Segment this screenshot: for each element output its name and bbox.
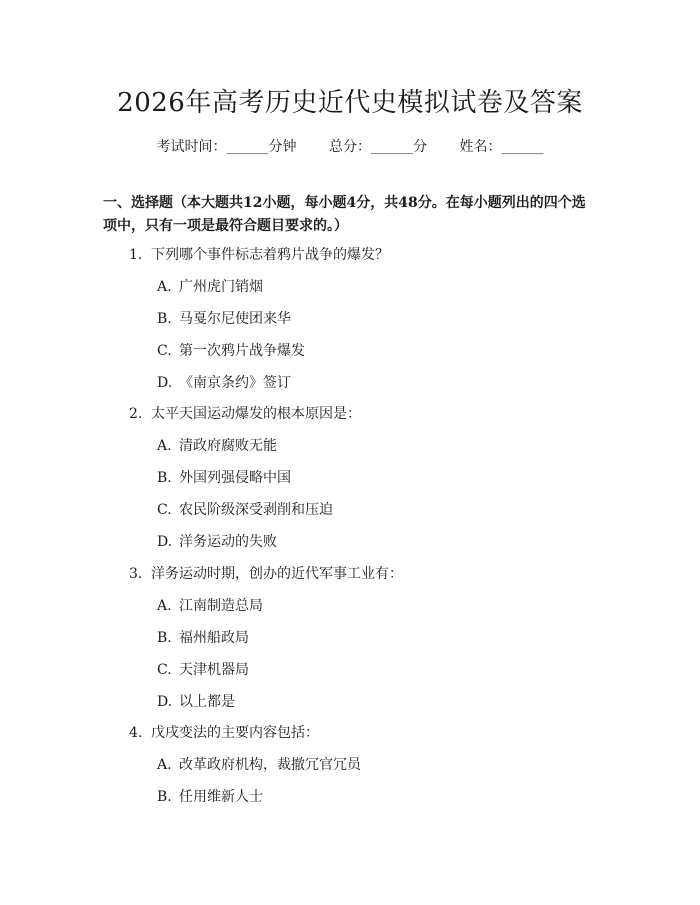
section-heading-line1: 一、选择题（本大题共12小题，每小题4分，共48分。在每小题列出的四个选 <box>103 195 586 211</box>
question-number: 1. <box>129 247 143 263</box>
exam-time-field: 考试时间：______分钟 <box>156 139 297 155</box>
question-text: 洋务运动时期，创办的近代军事工业有： <box>151 566 403 582</box>
option-text: 福州船政局 <box>179 630 249 646</box>
option-label: A. <box>157 598 172 614</box>
option-label: B. <box>157 789 172 805</box>
exam-title: 2026年高考历史近代史模拟试卷及答案 <box>117 88 583 118</box>
option-text: 农民阶级深受剥削和压迫 <box>179 502 333 518</box>
question-2-option-a <box>157 435 277 455</box>
question-4-option-b <box>157 786 263 806</box>
option-label: A. <box>157 757 172 773</box>
total-score-field: 总分：______分 <box>329 139 427 155</box>
question-3-option-a <box>157 595 263 615</box>
option-text: 第一次鸦片战争爆发 <box>179 343 305 359</box>
question-text: 下列哪个事件标志着鸦片战争的爆发？ <box>151 247 389 263</box>
exam-meta <box>0 136 700 156</box>
option-label: D. <box>157 534 173 550</box>
student-name-field: 姓名：______ <box>459 139 544 155</box>
question-number: 4. <box>129 725 143 741</box>
question-2 <box>129 403 361 423</box>
option-label: C. <box>157 343 172 359</box>
question-3-option-c <box>157 659 249 679</box>
option-label: D. <box>157 694 173 710</box>
question-1-option-c <box>157 340 305 360</box>
option-label: D. <box>157 375 173 391</box>
question-1 <box>129 244 389 264</box>
question-2-option-c <box>157 499 333 519</box>
option-text: 江南制造总局 <box>179 598 263 614</box>
option-label: B. <box>157 311 172 327</box>
option-text: 广州虎门销烟 <box>179 279 263 295</box>
question-1-option-b <box>157 308 291 328</box>
option-text: 以上都是 <box>179 694 235 710</box>
option-text: 任用维新人士 <box>179 789 263 805</box>
question-3-option-d <box>157 691 235 711</box>
option-text: 清政府腐败无能 <box>179 438 277 454</box>
question-text: 太平天国运动爆发的根本原因是： <box>151 406 361 422</box>
option-text: 天津机器局 <box>179 662 249 678</box>
question-2-option-d <box>157 531 277 551</box>
question-1-option-a <box>157 276 263 296</box>
option-text: 洋务运动的失败 <box>179 534 277 550</box>
option-text: 马戛尔尼使团来华 <box>179 311 291 327</box>
question-3-option-b <box>157 627 249 647</box>
option-text: 《南京条约》签订 <box>179 375 291 391</box>
question-number: 3. <box>129 566 143 582</box>
section-heading-line2: 项中，只有一项是最符合题目要求的。） <box>103 218 348 234</box>
section-heading <box>103 192 603 238</box>
question-2-option-b <box>157 467 291 487</box>
option-text: 改革政府机构，裁撤冗官冗员 <box>179 757 361 773</box>
question-number: 2. <box>129 406 143 422</box>
option-label: C. <box>157 502 172 518</box>
option-label: B. <box>157 470 172 486</box>
option-label: C. <box>157 662 172 678</box>
question-3 <box>129 563 403 583</box>
question-1-option-d <box>157 372 291 392</box>
option-label: A. <box>157 438 172 454</box>
option-label: B. <box>157 630 172 646</box>
question-text: 戊戌变法的主要内容包括： <box>151 725 319 741</box>
question-4-option-a <box>157 754 361 774</box>
option-text: 外国列强侵略中国 <box>179 470 291 486</box>
option-label: A. <box>157 279 172 295</box>
question-4 <box>129 722 319 742</box>
